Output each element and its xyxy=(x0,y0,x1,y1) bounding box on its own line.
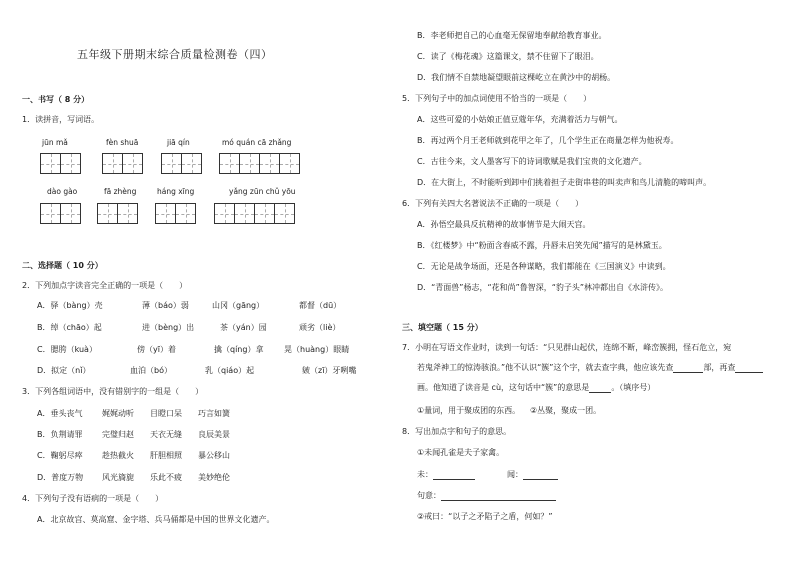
q7-text-a: 若鬼斧神工的惊涛骇浪。”他不认识“簇”这个字，就去查字典，他应该先查 xyxy=(417,363,674,372)
q3-option-d-4: 美妙绝伦 xyxy=(198,473,230,482)
q6-option-c[interactable]: C．无论是战争场面，还是各种谋略，我们都能在《三国演义》中读到。 xyxy=(417,262,671,271)
q4-option-b[interactable]: B．李老师把自己的心血毫无保留地奉献给教育事业。 xyxy=(417,31,607,40)
q3-option-c-3: 肝胆相照 xyxy=(150,451,182,460)
q4-option-c[interactable]: C．读了《梅花魂》这篇课文，禁不住留下了眼泪。 xyxy=(417,52,599,61)
pinyin-4: mó quán cā zhǎng xyxy=(222,138,292,147)
question-8: 8．写出加点字和句子的意思。 xyxy=(402,427,512,436)
section-2-heading: 二、选择题（ 10 分） xyxy=(22,261,103,270)
q2-option-b-1[interactable]: B．绰（chāo）起 xyxy=(37,323,102,332)
q7-blank-2[interactable] xyxy=(735,364,763,373)
section-1-heading: 一、书写（ 8 分） xyxy=(22,95,90,104)
pinyin-8: yǎng zūn chǔ yōu xyxy=(229,187,296,196)
pinyin-5: dào gào xyxy=(47,187,78,196)
q3-option-b-4: 良辰美景 xyxy=(198,430,230,439)
q5-option-b[interactable]: B．再过两个月王老师就到花甲之年了，几个学生正在商量怎样为他祝寿。 xyxy=(417,136,679,145)
q8-wen-label: 闻： xyxy=(507,470,523,479)
q2-option-a-2: 薄（báo）弱 xyxy=(142,301,189,310)
question-7-line-2 xyxy=(417,363,763,373)
q4-option-a[interactable]: A．北京故宫、莫高窟、金字塔、兵马俑都是中国的世界文化遗产。 xyxy=(37,515,275,524)
q5-option-c[interactable]: C．古往今来，文人墨客写下的诗词歌赋是我们宝贵的文化遗产。 xyxy=(417,157,647,166)
writing-boxes-4[interactable] xyxy=(219,153,300,174)
question-7-line-3 xyxy=(417,383,655,393)
q7-text-c: 画。他知道了读音是 cù，这句话中“簇”的意思是 xyxy=(417,383,590,392)
writing-boxes-8[interactable] xyxy=(214,203,295,224)
q3-option-d-3: 乐此不疲 xyxy=(150,473,182,482)
q2-option-c-4: 晃（huàng）眼睛 xyxy=(284,345,350,354)
q2-option-d-2: 血泊（bó） xyxy=(130,366,172,375)
pinyin-3: jiā qín xyxy=(167,138,190,147)
question-5: 5．下列句子中的加点词使用不恰当的一项是（ ） xyxy=(402,94,592,103)
writing-boxes-1[interactable] xyxy=(40,153,81,174)
question-2: 2．下列加点字读音完全正确的一项是（ ） xyxy=(22,281,188,290)
q3-option-a-2: 娓娓动听 xyxy=(102,409,134,418)
q8-wen-line xyxy=(507,470,558,480)
q8-wei-blank[interactable] xyxy=(433,471,475,480)
q7-blank-1[interactable] xyxy=(673,364,703,373)
section-3-heading: 三、填空题（ 15 分） xyxy=(402,323,483,332)
q7-text-b: 部，再查 xyxy=(703,363,736,372)
q2-option-a-3: 山冈（gāng） xyxy=(212,301,265,310)
pinyin-1: jūn mǎ xyxy=(42,138,68,147)
question-1: 1．读拼音，写词语。 xyxy=(22,115,100,124)
q7-meaning-1: ①量词，用于聚成团的东西。 xyxy=(417,406,521,415)
q2-option-c-1[interactable]: C．腮胯（kuà） xyxy=(37,345,97,354)
q2-option-a-4: 都督（dū） xyxy=(299,301,342,310)
q2-option-b-2: 进（bèng）出 xyxy=(142,323,195,332)
q6-option-d[interactable]: D．“青面兽”杨志，“花和尚”鲁智深，“豹子头”林冲都出自《水浒传》。 xyxy=(417,283,669,292)
q8-juyi-blank[interactable] xyxy=(441,492,556,501)
q3-option-d-1[interactable]: D．普度万物 xyxy=(37,473,84,482)
q8-sentence-1: ①未闻孔雀是夫子家禽。 xyxy=(417,448,505,457)
q6-option-b[interactable]: B．《红楼梦》中“粉面含春威不露，丹唇未启笑先闻”描写的是林黛玉。 xyxy=(417,241,667,250)
q3-option-d-2: 风光旖旎 xyxy=(102,473,134,482)
q8-wei-line xyxy=(417,470,475,480)
q2-option-d-3: 乳（qiáo）起 xyxy=(205,366,255,375)
q2-option-c-2: 傍（yī）着 xyxy=(137,345,176,354)
writing-boxes-3[interactable] xyxy=(161,153,202,174)
question-3: 3．下列各组词语中，没有错别字的一组是（ ） xyxy=(22,387,204,396)
q8-wei-label: 未： xyxy=(417,470,433,479)
q3-option-c-4: 暴公移山 xyxy=(198,451,230,460)
question-7-line-1: 7．小明在写语文作业时，读到一句话：“只见群山起伏，连绵不断，峰峦簇拥，怪石危立，宛 xyxy=(402,343,732,352)
question-4: 4．下列句子没有语病的一项是（ ） xyxy=(22,494,164,503)
pinyin-6: fā zhèng xyxy=(104,187,137,196)
q2-option-b-3: 茶（yán）园 xyxy=(220,323,267,332)
q7-text-d: 。（填序号） xyxy=(611,383,656,392)
page-title: 五年级下册期末综合质量检测卷（四） xyxy=(77,48,273,61)
q2-option-b-4: 顽劣（liè） xyxy=(299,323,341,332)
q8-wen-blank[interactable] xyxy=(523,471,558,480)
writing-boxes-7[interactable] xyxy=(155,203,196,224)
question-6: 6．下列有关四大名著说法不正确的一项是（ ） xyxy=(402,199,584,208)
q3-option-c-2: 趁热截火 xyxy=(102,451,134,460)
writing-boxes-2[interactable] xyxy=(102,153,143,174)
q4-option-d[interactable]: D．我们情不自禁地凝望眼前这棵屹立在黄沙中的胡杨。 xyxy=(417,73,616,82)
q8-sentence-2: ②戒曰：“以子之矛陷子之盾，何如？” xyxy=(417,512,553,521)
pinyin-7: háng xīng xyxy=(157,187,195,196)
q3-option-a-3: 目瞪口呆 xyxy=(150,409,182,418)
q3-option-b-3: 天衣无缝 xyxy=(150,430,182,439)
writing-boxes-6[interactable] xyxy=(97,203,138,224)
q2-option-c-3: 擒（qíng）拿 xyxy=(214,345,264,354)
q7-blank-3[interactable] xyxy=(589,384,611,393)
q3-option-c-1[interactable]: C．鞠躬尽瘁 xyxy=(37,451,83,460)
q2-option-a-1[interactable]: A．驿（bàng）壳 xyxy=(37,301,103,310)
writing-boxes-5[interactable] xyxy=(40,203,81,224)
q6-option-a[interactable]: A．孙悟空最具反抗精神的故事情节是大闹天宫。 xyxy=(417,220,591,229)
q5-option-a[interactable]: A．这些可爱的小姑娘正值豆蔻年华，充满着活力与朝气。 xyxy=(417,115,623,124)
q2-option-d-4: 皴（zī）牙咧嘴 xyxy=(302,366,357,375)
pinyin-2: fèn shuā xyxy=(106,138,139,147)
q2-option-d-1[interactable]: D．拟定（nǐ） xyxy=(37,366,91,375)
q7-meaning-2: ②丛聚，聚成一团。 xyxy=(530,406,602,415)
q8-juyi-line xyxy=(417,491,556,501)
q8-juyi-label: 句意： xyxy=(417,491,441,500)
q3-option-a-1[interactable]: A．垂头丧气 xyxy=(37,409,83,418)
q3-option-a-4: 巧言如簧 xyxy=(198,409,230,418)
q5-option-d[interactable]: D．在大街上，不时能听到卸中们挑着担子走街串巷的叫卖声和鸟儿清脆的啼叫声。 xyxy=(417,178,712,187)
q3-option-b-1[interactable]: B．负荆请罪 xyxy=(37,430,83,439)
q3-option-b-2: 完璧归赵 xyxy=(102,430,134,439)
